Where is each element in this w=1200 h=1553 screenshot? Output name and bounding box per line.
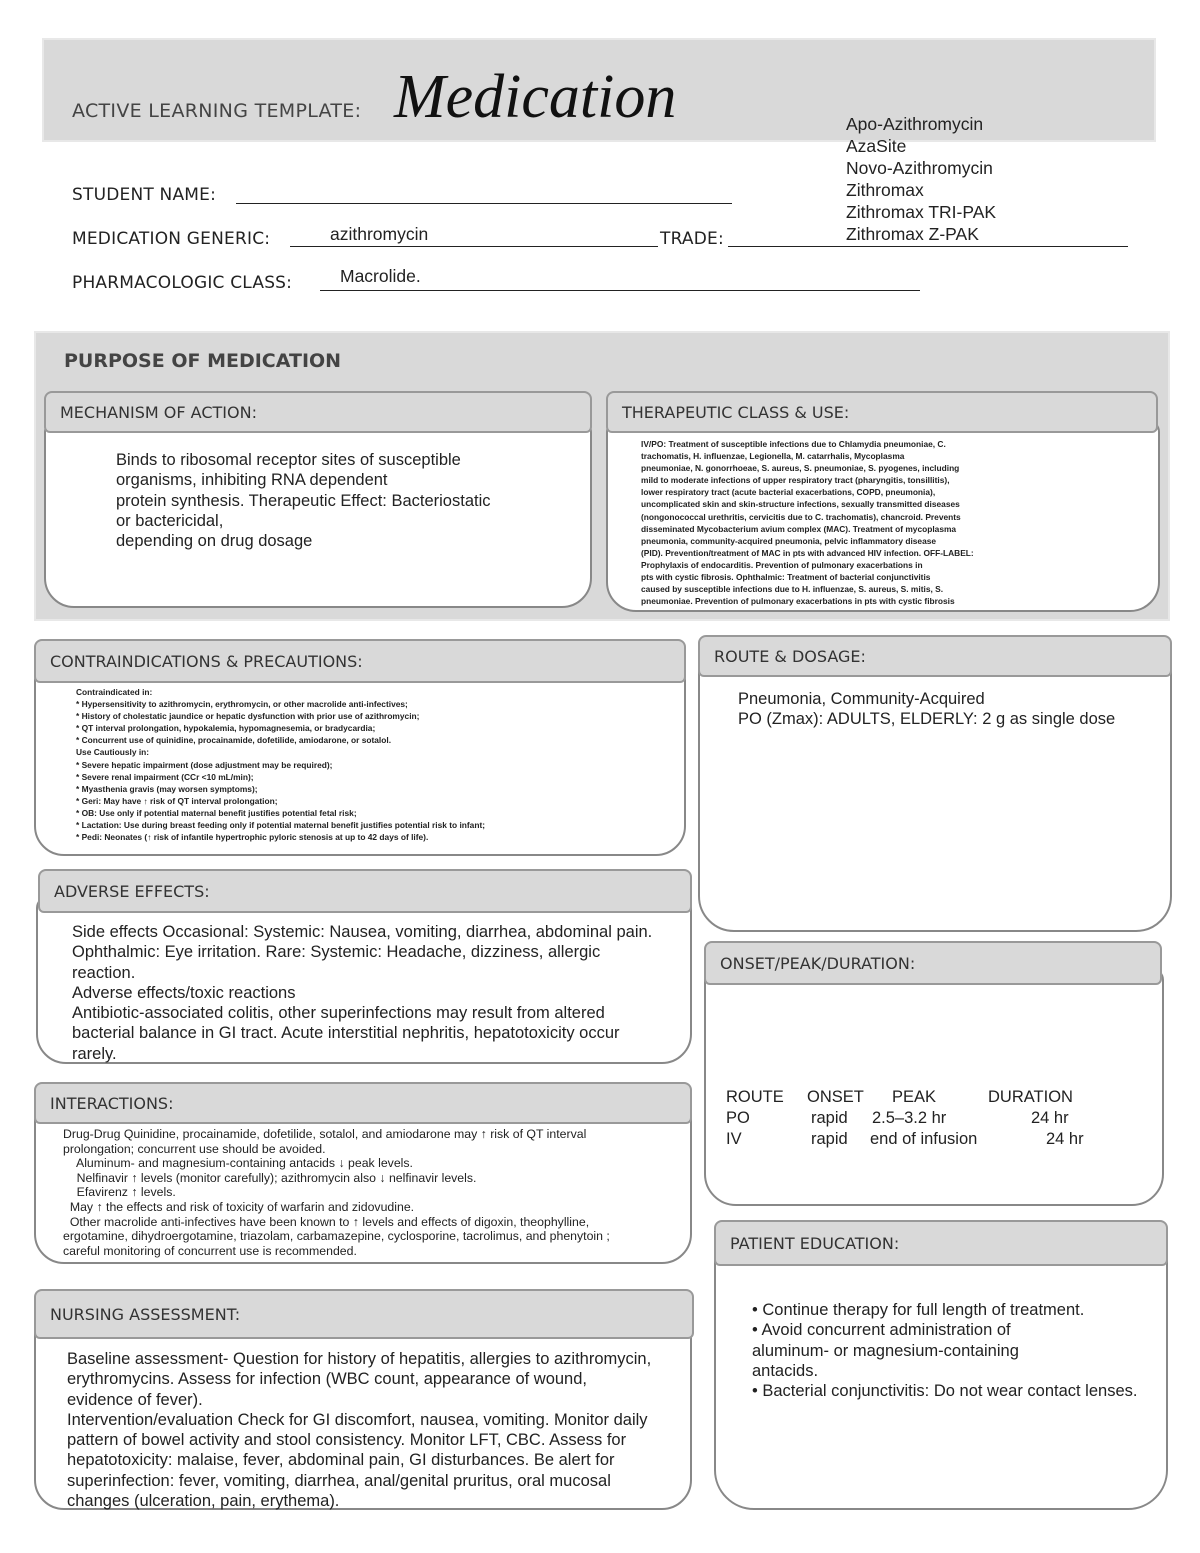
contraindication-line: * Lactation: Use during breast feeding only if potential maternal benefit justifies potential risk to infant;: [76, 820, 486, 831]
contraindication-line: * Severe hepatic impairment (dose adjustment may be required);: [76, 759, 333, 770]
interaction-line: Efavirenz ↑ levels.: [63, 1185, 176, 1200]
student-name-line[interactable]: [236, 203, 732, 204]
onset-cell: PO: [726, 1109, 750, 1127]
onset-header: ONSET: [807, 1088, 864, 1106]
route-dosage-tab: [698, 635, 1172, 677]
therapeutic-line: (PID). Prevention/treatment of MAC in pts with advanced HIV infection. OFF-LABEL:: [641, 547, 974, 558]
therapeutic-tab: [606, 391, 1158, 433]
trade-label: TRADE:: [660, 229, 724, 249]
interactions-tab: [34, 1082, 692, 1124]
mechanism-line: protein synthesis. Therapeutic Effect: Bacteriostatic: [116, 491, 491, 510]
onset-header: PEAK: [892, 1088, 937, 1106]
therapeutic-text: [641, 438, 974, 607]
trade-value: Apo-Azithromycin: [846, 114, 984, 134]
therapeutic-label: THERAPEUTIC CLASS & USE:: [622, 402, 850, 422]
generic-line: [290, 246, 658, 247]
contraindication-line: * Geri: May have ↑ risk of QT interval prolongation;: [76, 795, 278, 806]
nursing-line: hepatotoxicity: malaise, fever, abdominal pain, GI disturbances. Be alert for: [67, 1451, 615, 1470]
trade-value: Zithromax TRI-PAK: [846, 202, 997, 222]
nursing-text: [67, 1349, 651, 1511]
interaction-line: careful monitoring of concurrent use is recommended.: [63, 1243, 357, 1258]
contraindications-label: CONTRAINDICATIONS & PRECAUTIONS:: [50, 651, 363, 671]
nursing-line: Baseline assessment- Question for history of hepatitis, allergies to azithromycin,: [67, 1350, 652, 1368]
student-name-label: STUDENT NAME:: [72, 185, 217, 205]
contraindications-tab: [34, 639, 686, 683]
route-dosage-line: PO (Zmax): ADULTS, ELDERLY: 2 g as single dose: [738, 710, 1116, 729]
patient-education-tab: [714, 1220, 1168, 1266]
onset-cell: rapid: [811, 1109, 848, 1127]
patient-education-line: antacids.: [752, 1361, 819, 1380]
therapeutic-line: lower respiratory tract (acute bacterial exacerbations, COPD, pneumonia),: [641, 487, 936, 498]
therapeutic-line: (nongonococcal urethritis, cervicitis due to C. trachomatis), chancroid. Prevents: [641, 511, 961, 522]
mechanism-line: depending on drug dosage: [116, 532, 313, 551]
route-dosage-label: ROUTE & DOSAGE:: [714, 646, 866, 666]
patient-education-line: aluminum- or magnesium-containing: [752, 1341, 1019, 1360]
trade-value: AzaSite: [846, 136, 907, 156]
interaction-line: Other macrolide anti-infectives have been known to ↑ levels and effects of digoxin, theophylline,: [63, 1214, 590, 1229]
trade-value: Zithromax: [846, 180, 924, 200]
patient-education-line: • Avoid concurrent administration of: [752, 1321, 1011, 1340]
adverse-line: Side effects Occasional: Systemic: Nausea, vomiting, diarrhea, abdominal pain.: [72, 923, 653, 941]
therapeutic-line: pts with cystic fibrosis. Ophthalmic: Treatment of bacterial conjunctivitis: [641, 572, 931, 583]
route-dosage-text: [738, 689, 1115, 730]
onset-cell: 24 hr: [1046, 1130, 1084, 1148]
therapeutic-line: Prophylaxis of endocarditis. Prevention of pulmonary exacerbations in: [641, 559, 923, 570]
interaction-line: May ↑ the effects and risk of toxicity of warfarin and zidovudine.: [63, 1199, 415, 1214]
trade-value: Zithromax Z-PAK: [846, 224, 979, 244]
therapeutic-line: pneumoniae, N. gonorrhoeae, S. aureus, S. pneumoniae, S. pyogenes, including: [641, 463, 960, 474]
patient-education-label: PATIENT EDUCATION:: [730, 1233, 900, 1253]
onset-tab: [704, 941, 1162, 985]
onset-header: ROUTE: [726, 1088, 784, 1106]
contraindication-line: Use Cautiously in:: [76, 747, 150, 758]
therapeutic-line: IV/PO: Treatment of susceptible infections due to Chlamydia pneumoniae, C.: [641, 439, 946, 449]
interactions-label: INTERACTIONS:: [50, 1093, 174, 1113]
patient-education-text: [752, 1300, 1137, 1401]
onset-header: DURATION: [988, 1088, 1073, 1106]
nursing-tab: [34, 1289, 694, 1339]
onset-cell: 24 hr: [1031, 1109, 1069, 1127]
interaction-line: prolongation; concurrent use should be avoided.: [63, 1141, 326, 1156]
mechanism-label: MECHANISM OF ACTION:: [60, 402, 257, 422]
interaction-line: ergotamine, dihydroergotamine, triazolam, carbamazepine, cyclosporine, tacrolimus, and phenytoin ;: [63, 1229, 610, 1244]
mechanism-tab: [44, 391, 592, 433]
adverse-line: reaction.: [72, 963, 136, 982]
adverse-line: rarely.: [72, 1044, 117, 1063]
adverse-text: [72, 922, 652, 1064]
therapeutic-line: pneumonia, community-acquired pneumonia, pelvic inflammatory disease: [641, 535, 937, 546]
interaction-line: Aluminum- and magnesium-containing antacids ↓ peak levels.: [63, 1156, 413, 1171]
onset-cell: 2.5–3.2 hr: [872, 1109, 947, 1127]
template-title: Medication: [394, 63, 677, 131]
contraindication-line: * History of cholestatic jaundice or hepatic dysfunction with prior use of azithromycin;: [76, 711, 420, 722]
trade-values-list[interactable]: [846, 113, 996, 245]
interaction-line: Drug-Drug Quinidine, procainamide, dofetilide, sotalol, and amiodarone may ↑ risk of QT interval: [63, 1127, 587, 1141]
onset-label: ONSET/PEAK/DURATION:: [720, 953, 916, 973]
contraindication-line: * Concurrent use of quinidine, procainamide, dofetilide, amiodarone, or sotalol.: [76, 735, 392, 746]
patient-education-line: • Continue therapy for full length of treatment.: [752, 1301, 1085, 1319]
nursing-line: evidence of fever).: [67, 1390, 203, 1409]
generic-label: MEDICATION GENERIC:: [72, 229, 271, 249]
nursing-line: pattern of bowel activity and stool consistency. Monitor LFT, CBC. Assess for: [67, 1431, 627, 1450]
route-dosage-line: Pneumonia, Community-Acquired: [738, 690, 985, 708]
adverse-line: Ophthalmic: Eye irritation. Rare: Systemic: Headache, dizziness, allergic: [72, 943, 601, 962]
nursing-line: changes (ulceration, pain, erythema).: [67, 1492, 340, 1511]
mechanism-text: [116, 450, 491, 551]
therapeutic-line: mild to moderate infections of upper respiratory tract (pharyngitis, tonsillitis),: [641, 475, 950, 486]
onset-cell: rapid: [811, 1130, 848, 1148]
mechanism-line: organisms, inhibiting RNA dependent: [116, 471, 388, 490]
therapeutic-line: pneumoniae. Prevention of pulmonary exacerbations in pts with cystic fibrosis: [641, 596, 955, 607]
contraindication-line: * QT interval prolongation, hypokalemia, hypomagnesemia, or bradycardia;: [76, 723, 376, 734]
adverse-line: bacterial balance in GI tract. Acute interstitial nephritis, hepatotoxicity occur: [72, 1024, 620, 1043]
onset-cell: IV: [726, 1130, 742, 1148]
template-prefix: ACTIVE LEARNING TEMPLATE:: [72, 100, 362, 122]
adverse-label: ADVERSE EFFECTS:: [54, 881, 210, 901]
adverse-tab: [38, 869, 692, 913]
contraindication-line: * Pedi: Neonates (↑ risk of infantile hypertrophic pyloric stenosis at up to 42 days of life).: [76, 832, 429, 843]
nursing-line: superinfection: fever, vomiting, diarrhea, anal/genital pruritus, oral mucosal: [67, 1471, 611, 1490]
adverse-line: Adverse effects/toxic reactions: [72, 983, 296, 1002]
trade-value: Novo-Azithromycin: [846, 158, 993, 178]
therapeutic-line: disseminated Mycobacterium avium complex (MAC). Treatment of mycoplasma: [641, 523, 957, 534]
therapeutic-line: uncomplicated skin and skin-structure infections, sexually transmitted diseases: [641, 499, 960, 510]
interactions-text: [63, 1127, 610, 1258]
contraindication-line: * Myasthenia gravis (may worsen symptoms);: [76, 783, 258, 794]
class-value[interactable]: Macrolide.: [340, 266, 421, 286]
generic-value[interactable]: azithromycin: [330, 224, 429, 244]
mechanism-line: Binds to ribosomal receptor sites of susceptible: [116, 451, 461, 469]
nursing-line: Intervention/evaluation Check for GI discomfort, nausea, vomiting. Monitor daily: [67, 1410, 648, 1429]
interaction-line: Nelfinavir ↑ levels (monitor carefully); azithromycin also ↓ nelfinavir levels.: [63, 1170, 477, 1185]
contraindication-line: * Severe renal impairment (CCr <10 mL/min);: [76, 771, 254, 782]
onset-cell: end of infusion: [870, 1130, 978, 1148]
nursing-label: NURSING ASSESSMENT:: [50, 1304, 241, 1324]
therapeutic-line: caused by susceptible infections due to H. influenzae, S. aureus, S. mitis, S.: [641, 584, 944, 595]
class-line: [320, 290, 920, 291]
class-label: PHARMACOLOGIC CLASS:: [72, 273, 293, 293]
contraindication-line: Contraindicated in:: [76, 687, 153, 697]
nursing-line: erythromycins. Assess for infection (WBC count, appearance of wound,: [67, 1370, 587, 1389]
mechanism-line: or bactericidal,: [116, 511, 224, 530]
contraindication-line: * Hypersensitivity to azithromycin, erythromycin, or other macrolide anti-infectives;: [76, 699, 408, 710]
purpose-title: PURPOSE OF MEDICATION: [64, 350, 342, 372]
trade-line: [728, 246, 1128, 247]
patient-education-line: • Bacterial conjunctivitis: Do not wear contact lenses.: [752, 1382, 1138, 1401]
adverse-line: Antibiotic-associated colitis, other superinfections may result from altered: [72, 1004, 605, 1023]
therapeutic-line: trachomatis, H. influenzae, Legionella, M. catarrhalis, Mycoplasma: [641, 451, 905, 462]
contraindication-line: * OB: Use only if potential maternal benefit justifies potential fetal risk;: [76, 807, 357, 818]
contraindications-text: [76, 686, 485, 843]
